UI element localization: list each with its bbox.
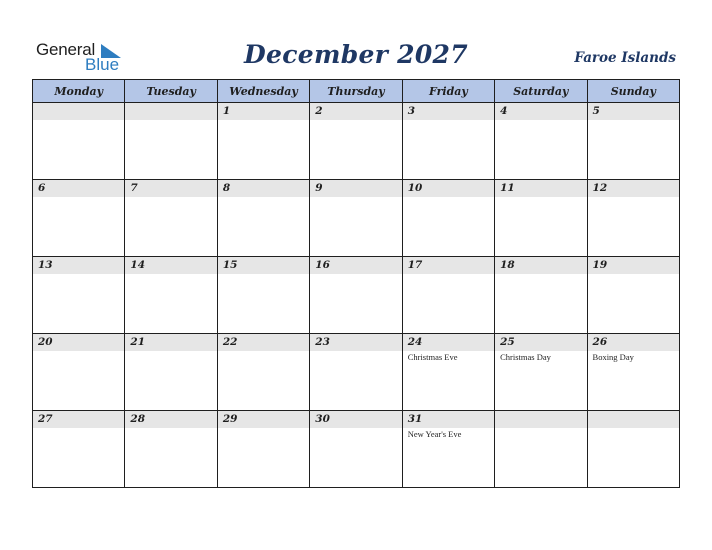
weekday-header: Saturday xyxy=(495,80,587,103)
day-number: 11 xyxy=(500,182,515,194)
day-number: 3 xyxy=(407,105,415,117)
day-number-strip xyxy=(403,180,494,197)
day-number-strip xyxy=(403,411,494,428)
week-row xyxy=(33,334,680,411)
day-cell xyxy=(33,103,125,180)
day-cell xyxy=(587,334,679,411)
day-number: 22 xyxy=(222,336,238,348)
day-number: 2 xyxy=(315,105,323,117)
day-number: 27 xyxy=(38,413,53,425)
day-number: 25 xyxy=(500,336,515,348)
day-number: 21 xyxy=(130,336,146,348)
day-number: 17 xyxy=(407,259,423,271)
day-cell xyxy=(310,180,402,257)
day-number: 26 xyxy=(592,336,608,348)
weekday-header: Tuesday xyxy=(125,80,217,103)
day-cell xyxy=(33,257,125,334)
day-number: 18 xyxy=(500,259,515,271)
day-number-strip xyxy=(310,180,401,197)
week-row xyxy=(33,257,680,334)
day-number-strip xyxy=(495,103,586,120)
day-number: 10 xyxy=(407,182,423,194)
day-number-strip xyxy=(310,257,401,274)
day-cell xyxy=(495,411,587,488)
weekday-header-row xyxy=(33,80,680,103)
day-number-strip xyxy=(125,334,216,351)
day-number-strip xyxy=(588,334,679,351)
day-number: 8 xyxy=(222,182,231,194)
day-cell xyxy=(402,334,494,411)
day-number-strip xyxy=(218,334,309,351)
day-number: 9 xyxy=(315,182,323,194)
day-number: 24 xyxy=(407,336,423,348)
day-cell xyxy=(125,411,217,488)
page-title: December 2027 xyxy=(244,40,468,69)
day-cell xyxy=(217,411,309,488)
day-cell xyxy=(402,103,494,180)
day-number-strip xyxy=(33,257,124,274)
day-number-strip xyxy=(495,257,586,274)
day-cell xyxy=(402,411,494,488)
day-number: 4 xyxy=(500,105,508,117)
day-number: 16 xyxy=(315,259,330,271)
day-number-strip xyxy=(588,411,679,428)
holiday-label: Christmas Eve xyxy=(407,352,458,362)
day-number-strip xyxy=(125,411,216,428)
day-number-strip xyxy=(310,103,401,120)
day-number-strip xyxy=(588,103,679,120)
day-cell xyxy=(310,411,402,488)
day-cell xyxy=(217,334,309,411)
day-cell xyxy=(217,180,309,257)
day-cell xyxy=(587,411,679,488)
day-number-strip xyxy=(310,334,401,351)
day-cell xyxy=(587,180,679,257)
day-number: 23 xyxy=(315,336,330,348)
day-number-strip xyxy=(218,180,309,197)
day-number: 12 xyxy=(592,182,608,194)
day-number: 19 xyxy=(592,259,608,271)
day-cell xyxy=(495,180,587,257)
day-number-strip xyxy=(218,103,309,120)
day-number: 14 xyxy=(130,259,146,271)
day-cell xyxy=(33,411,125,488)
day-cell xyxy=(495,334,587,411)
day-cell xyxy=(402,180,494,257)
day-number-strip xyxy=(588,257,679,274)
day-cell xyxy=(587,103,679,180)
day-cell xyxy=(587,257,679,334)
day-cell xyxy=(402,257,494,334)
holiday-label: New Year's Eve xyxy=(407,429,462,439)
day-number-strip xyxy=(125,180,216,197)
day-number: 1 xyxy=(222,105,231,117)
day-number: 5 xyxy=(592,105,600,117)
day-cell xyxy=(495,103,587,180)
day-number-strip xyxy=(33,334,124,351)
day-number: 20 xyxy=(38,336,53,348)
day-number: 28 xyxy=(130,413,146,425)
day-number: 29 xyxy=(222,413,238,425)
day-number: 31 xyxy=(407,413,423,425)
day-number-strip xyxy=(33,411,124,428)
day-cell xyxy=(217,103,309,180)
day-number-strip xyxy=(218,411,309,428)
day-number-strip xyxy=(125,257,216,274)
day-number-strip xyxy=(495,411,586,428)
day-cell xyxy=(125,180,217,257)
week-row xyxy=(33,180,680,257)
week-row xyxy=(33,411,680,488)
day-number: 7 xyxy=(130,182,138,194)
day-number-strip xyxy=(403,257,494,274)
weekday-header: Thursday xyxy=(310,80,402,103)
day-cell xyxy=(125,257,217,334)
day-number: 6 xyxy=(38,182,46,194)
day-number-strip xyxy=(125,103,216,120)
weekday-header: Friday xyxy=(402,80,494,103)
holiday-label: Boxing Day xyxy=(592,352,634,362)
day-cell xyxy=(495,257,587,334)
weekday-header: Sunday xyxy=(587,80,679,103)
day-number-strip xyxy=(33,180,124,197)
logo-text-general: General xyxy=(36,40,96,59)
day-number: 15 xyxy=(222,259,238,271)
day-number: 30 xyxy=(315,413,330,425)
day-number-strip xyxy=(588,180,679,197)
calendar-grid xyxy=(32,79,680,488)
day-number-strip xyxy=(403,334,494,351)
day-cell xyxy=(310,334,402,411)
day-number-strip xyxy=(310,411,401,428)
day-number-strip xyxy=(33,103,124,120)
day-cell xyxy=(125,334,217,411)
day-cell xyxy=(217,257,309,334)
logo-text-blue: Blue xyxy=(85,55,120,74)
week-row xyxy=(33,103,680,180)
day-number-strip xyxy=(403,103,494,120)
day-number-strip xyxy=(495,180,586,197)
day-cell xyxy=(33,334,125,411)
weekday-header: Monday xyxy=(33,80,125,103)
day-cell xyxy=(310,257,402,334)
day-number: 13 xyxy=(38,259,53,271)
day-cell xyxy=(33,180,125,257)
day-cell xyxy=(310,103,402,180)
day-number-strip xyxy=(218,257,309,274)
day-number-strip xyxy=(495,334,586,351)
region-label: Faroe Islands xyxy=(574,50,676,66)
weekday-header: Wednesday xyxy=(217,80,309,103)
holiday-label: Christmas Day xyxy=(500,352,551,362)
day-cell xyxy=(125,103,217,180)
